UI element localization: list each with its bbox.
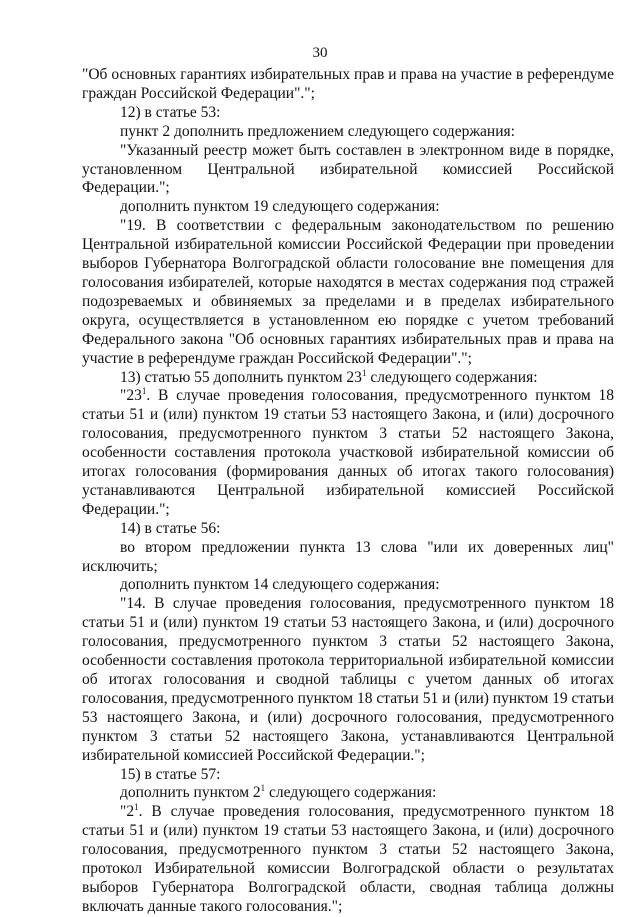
paragraph bbox=[82, 369, 614, 388]
paragraph bbox=[82, 104, 614, 123]
paragraph-text: . В случае проведения голосования, предусмотренного пунктом 18 статьи 51 и (или) пунктом 19 статьи 53 настоящего Закона, и (или) досрочного голосования, предусмотренного пунктом 3 статьи 52 настоящего Закона, особенности составления протокола участковой избирательной комиссии об итогах голосования (формирования данных об итогах такого голосования) устанавливаются Центральной избирательной комиссией Российской Федерации."; bbox=[82, 387, 614, 518]
paragraph bbox=[82, 595, 614, 765]
paragraph bbox=[82, 198, 614, 217]
paragraph-text: дополнить пунктом 19 следующего содержания: bbox=[120, 198, 440, 216]
paragraph bbox=[82, 123, 614, 142]
paragraph-text: "14. В случае проведения голосования, предусмотренного пунктом 18 статьи 51 и (или) пунктом 19 статьи 53 настоящего Закона, и (или) досрочного голосования, предусмотренного пунктом 3 статьи 52 настоящего Закона, особенности составления протокола территориальной избирательной комиссии об итогах голосования и сводной таблицы с учетом данных об итогах голосования, предусмотренного пунктом 18 статьи 51 и (или) пунктом 19 статьи 53 настоящего Закона, и (или) досрочного голосования, предусмотренного пунктом 3 статьи 52 настоящего Закона, устанавливаются Центральной избирательной комиссией Российской Федерации."; bbox=[82, 595, 614, 764]
superscript: 1 bbox=[141, 386, 147, 397]
paragraph-text: 12) в статье 53: bbox=[120, 103, 221, 121]
paragraph bbox=[82, 217, 614, 368]
paragraph-text: 14) в статье 56: bbox=[120, 519, 221, 537]
document-body bbox=[82, 66, 614, 917]
paragraph bbox=[82, 766, 614, 785]
paragraph bbox=[82, 576, 614, 595]
paragraph-text: . В случае проведения голосования, предусмотренного пунктом 18 статьи 51 и (или) пунктом 19 статьи 53 настоящего Закона, и (или) досрочного голосования, предусмотренного пунктом 3 статьи 52 настоящего Закона, протокол Избирательной комиссии Волгоградской области о результатах выборов Губернатора Волгоградской области, сводная таблица должны включать данные такого голосования."; bbox=[82, 803, 614, 915]
paragraph-text: 13) статью 55 дополнить пунктом 23 bbox=[120, 368, 362, 386]
paragraph-text: "19. В соответствии с федеральным законодательством по решению Центральной избирательной комиссии Российской Федерации при проведении выборов Губернатора Волгоградской области голосование вне помещения для голосования избирателей, которые находятся в местах содержания под стражей подозреваемых и обвиняемых за пределами и в пределах избирательного округа, осуществляется в установленном ею порядке с учетом требований Федерального закона "Об основных гарантиях избирательных прав и права на участие в референдуме граждан Российской Федерации"."; bbox=[82, 217, 614, 367]
superscript: 1 bbox=[361, 367, 367, 378]
paragraph bbox=[82, 784, 614, 803]
paragraph-text: 15) в статье 57: bbox=[120, 765, 221, 783]
paragraph-text: "23 bbox=[120, 387, 142, 405]
paragraph-text: дополнить пунктом 2 bbox=[120, 784, 261, 802]
paragraph-text: следующего содержания: bbox=[265, 784, 437, 802]
paragraph bbox=[82, 66, 614, 104]
paragraph bbox=[82, 142, 614, 199]
paragraph bbox=[82, 520, 614, 539]
paragraph-text: "Об основных гарантиях избирательных прав и права на участие в референдуме граждан Российской Федерации"."; bbox=[82, 66, 614, 102]
paragraph-text: дополнить пунктом 14 следующего содержания: bbox=[120, 576, 440, 594]
superscript: 1 bbox=[260, 783, 266, 794]
paragraph-text: "Указанный реестр может быть составлен в электронном виде в порядке, установленном Центральной избирательной комиссией Российской Федерации."; bbox=[82, 141, 614, 197]
paragraph-text: "2 bbox=[120, 803, 135, 821]
paragraph-text: следующего содержания: bbox=[366, 368, 538, 386]
superscript: 1 bbox=[134, 802, 139, 813]
paragraph bbox=[82, 387, 614, 519]
paragraph-text: во втором предложении пункта 13 слова "или их доверенных лиц" исключить; bbox=[82, 538, 614, 575]
page-number: 30 bbox=[312, 45, 328, 61]
paragraph bbox=[82, 539, 614, 577]
paragraph bbox=[82, 803, 614, 916]
paragraph-text: пункт 2 дополнить предложением следующего содержания: bbox=[120, 122, 515, 140]
